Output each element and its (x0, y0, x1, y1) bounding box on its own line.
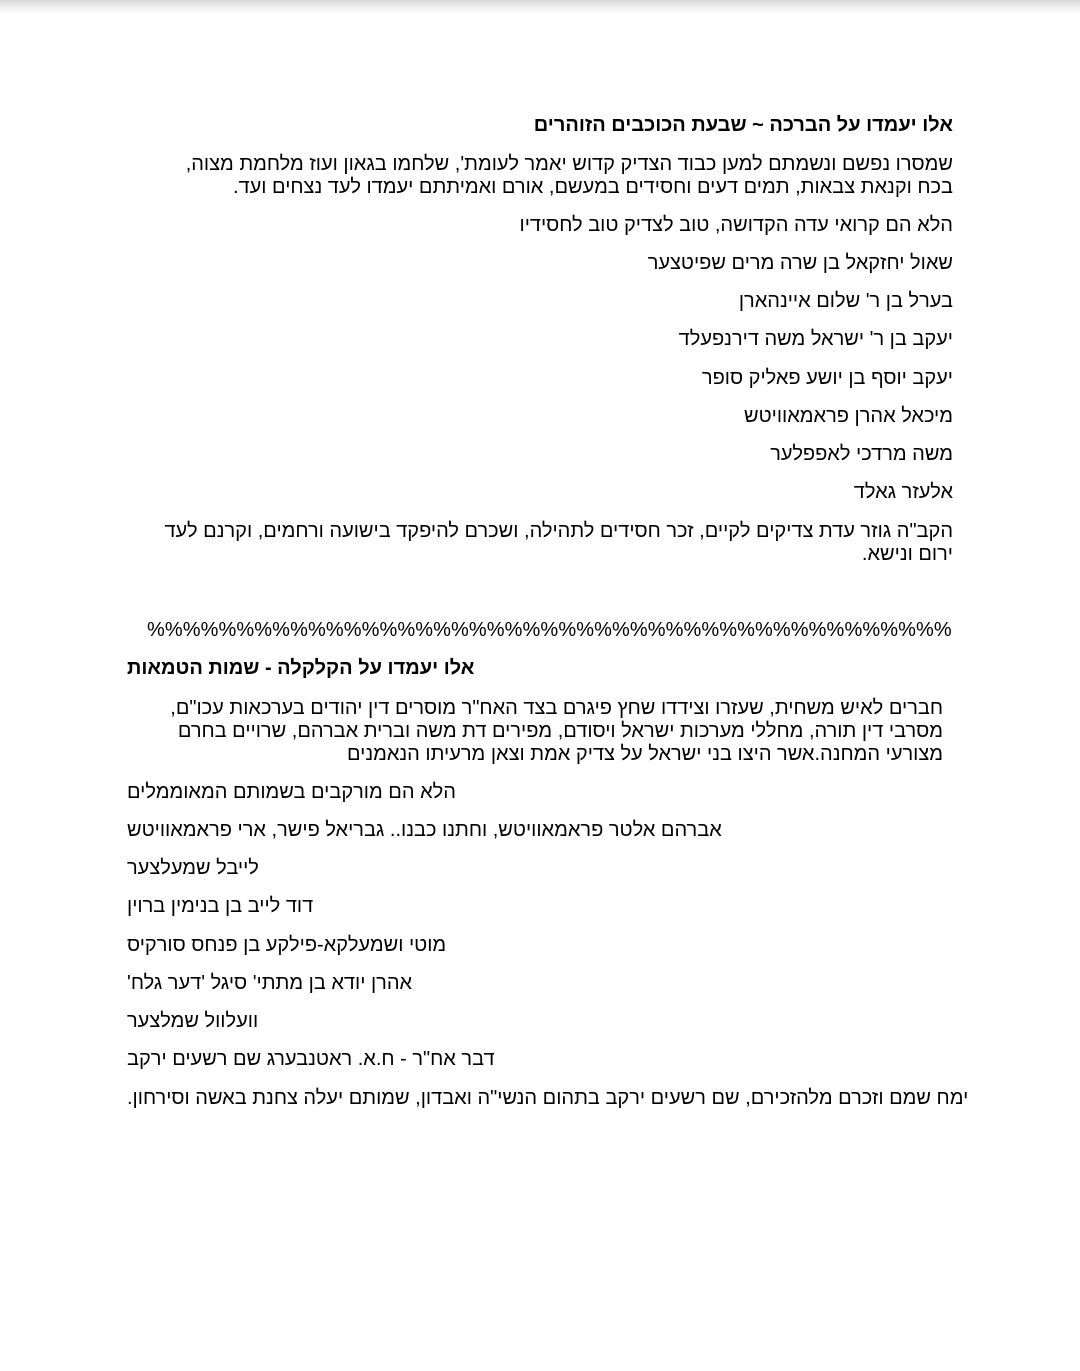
section1-name: אלעזר גאלד (853, 481, 953, 503)
section2-name: אברהם אלטר פראמאוויטש, וחתנו כבנו.. גבריאל פישר, ארי פראמאוויטש (127, 819, 722, 841)
section1-name: בערל בן ר' שלום איינהארן (738, 290, 953, 312)
section1-name: מיכאל אהרן פראמאוויטש (744, 405, 953, 427)
section2-heading: אלו יעמדו על הקלקלה - שמות הטמאות (127, 657, 475, 679)
section2-name: וועלוול שמלצער (127, 1010, 259, 1032)
section1-lead: הלא הם קרואי עדה הקדושה, טוב לצדיק טוב לחסידיו (519, 214, 953, 236)
section1-name: יעקב בן ר' ישראל משה דירנפעלד (678, 328, 953, 350)
section1-name: משה מרדכי לאפפלער (770, 443, 953, 465)
section1-intro: שמסרו נפשם ונשמתם למען כבוד הצדיק קדוש יאמר לעומת', שלחמו בגאון ועוז מלחמת מצוה, בכח וקנאת צבאות, תמים דעים וחסידים במעשם, אורם ואמיתתם יעמדו לעד נצחים ועד. (185, 153, 953, 198)
section2-lead: הלא הם מורקבים בשמותם המאוממלים (127, 781, 456, 803)
section2-closing: ימח שמם וזכרם מלהזכירם, שם רשעים ירקב בתהום הנשי"ה ואבדון, שמותם יעלה צחנת באשה וסירחון. (127, 1087, 969, 1109)
section1-heading: אלו יעמדו על הברכה ~ שבעת הכוכבים הזוהרים (533, 114, 953, 136)
section2-name: דוד לייב בן בנימין ברוין (127, 895, 314, 917)
section-divider: %%%%%%%%%%%%%%%%%%%%%%%%%%%%%%%%%%%%%%%%%%%%% (147, 619, 952, 641)
section1-name: יעקב יוסף בן יושע פאליק סופר (701, 367, 953, 389)
section1-name: שאול יחזקאל בן שרה מרים שפיטצער (647, 252, 953, 274)
section2-name: אהרן יודא בן מתתי' סיגל 'דער גלח' (127, 972, 413, 994)
section1-closing: הקב"ה גוזר עדת צדיקים לקיים, זכר חסידים לתהילה, ושכרם להיפקד בישועה ורחמים, וקרנם לעד ירום ונישא. (164, 520, 953, 565)
section2-name: דבר אח"ר - ח.א. ראטנבערג שם רשעים ירקב (127, 1048, 495, 1070)
section2-name: לייבל שמעלצער (127, 857, 259, 879)
section2-intro: חברים לאיש משחית, שעזרו וצידדו שחץ פיגרם בצד האח"ר מוסרים דין יהודים בערכאות עכו"ם, מסרבי דין תורה, מחללי מערכות ישראל ויסודם, מפירים דת משה וברית אברהם, שרויים בחרם מצורעי המחנה.אשר היצו בני ישראל על צדיק אמת וצאן מרעיתו הנאמנים (170, 697, 943, 765)
section2-name: מוטי ושמעלקא-פילקע בן פנחס סורקיס (127, 934, 447, 956)
